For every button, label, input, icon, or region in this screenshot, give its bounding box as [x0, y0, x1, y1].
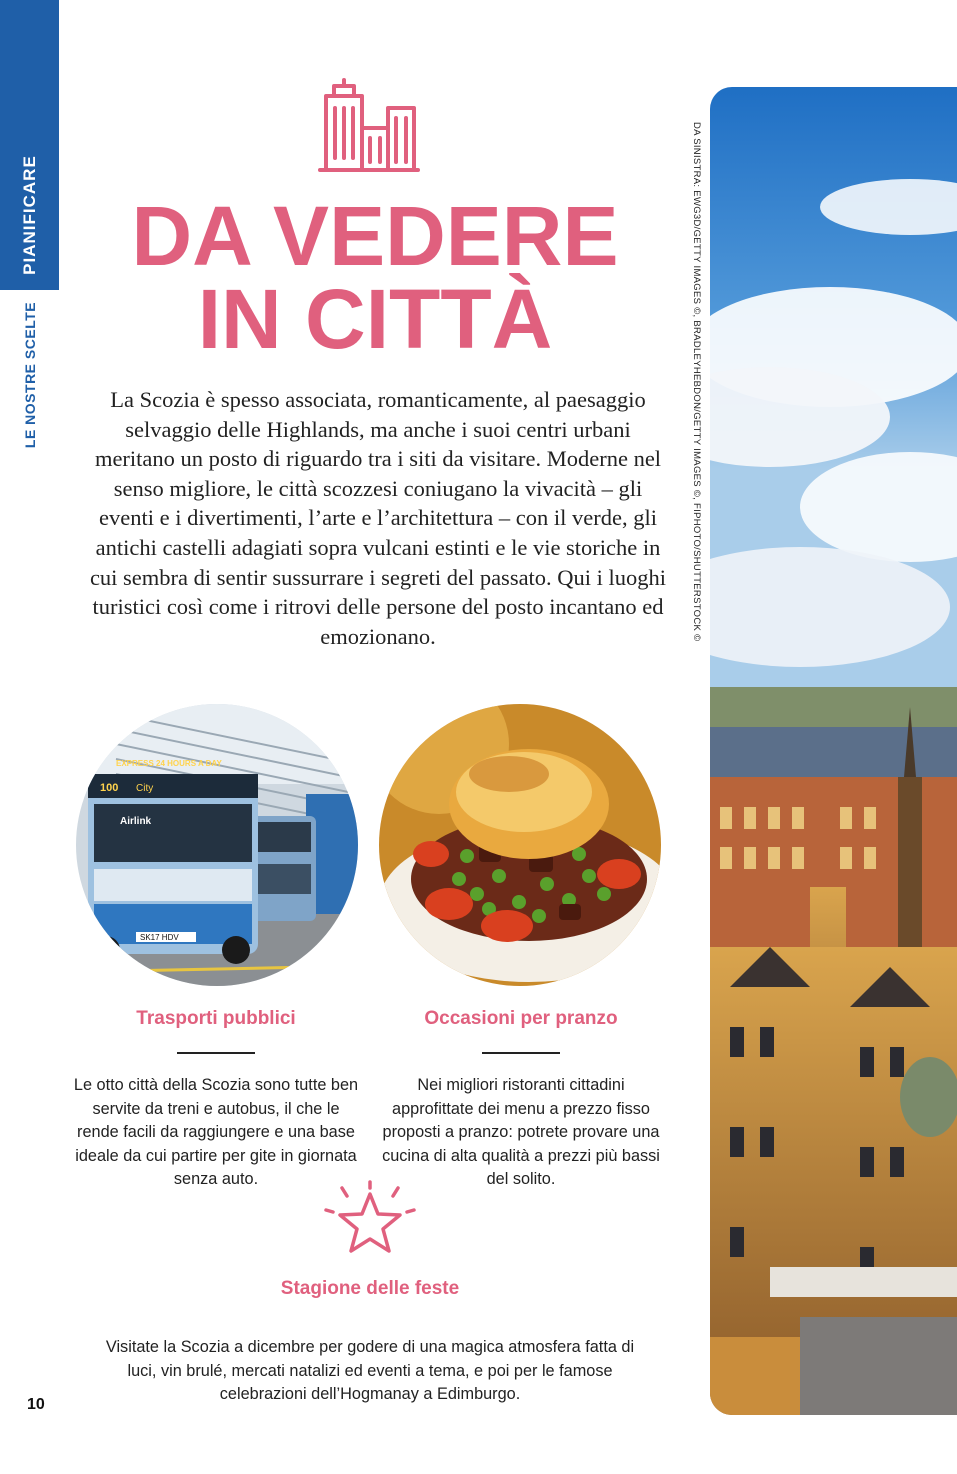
feature-transport-title: Trasporti pubblici: [136, 1008, 296, 1029]
feature-transport-text: Le otto città della Scozia sono tutte ben servite da treni e autobus, il che le rende facili da raggiungere e una base ideale da cui partire per gite in giornata senza auto.: [73, 1076, 359, 1188]
bus-destination-text: 100: [100, 782, 119, 794]
sparkling-star-icon: [322, 1180, 418, 1264]
photo-credit-text: DA SINISTRA: EWG3D/GETTY IMAGES ©, BRADLEYHEBDON/GETTY IMAGES ©, FIPHOTO/SHUTTERSTOCK ©: [691, 122, 702, 642]
page-title: [90, 189, 660, 366]
feature-season: [105, 1278, 635, 1407]
bus-plate-text: SK17 HDV: [140, 933, 179, 942]
subsection-label-text: LE NOSTRE SCELTE: [22, 301, 39, 449]
feature-season-text: Visitate la Scozia a dicembre per godere di una magica atmosfera fatta di luci, vin brulé, mercati natalizi ed eventi a tema, e poi per le famose celebrazioni dell’Hogmanay a Edimburgo.: [105, 1338, 635, 1403]
page-number: 10: [27, 1396, 45, 1413]
subsection-label: [5, 290, 55, 460]
city-photo: [710, 87, 957, 1415]
photo-credit: [686, 122, 706, 662]
divider: [482, 1052, 560, 1054]
title-line-2: IN CITTÀ: [197, 272, 553, 366]
divider: [177, 1052, 255, 1054]
section-label: [5, 140, 55, 290]
bus-illustration: [76, 704, 358, 986]
feature-lunch-text: Nei migliori ristoranti cittadini approfittate dei menu a prezzo fisso proposti a pranzo: potrete provare una cucina di alta qualità a prezzi più bassi del solito.: [382, 1076, 660, 1188]
bus-brand-text: Airlink: [120, 816, 152, 827]
city-buildings-icon: [318, 78, 420, 174]
feature-season-title: Stagione delle feste: [280, 1278, 460, 1299]
intro-paragraph: La Scozia è spesso associata, romanticamente, al paesaggio selvaggio delle Highlands, ma anche i suoi centri urbani meritano un posto di riguardo tra i siti da visitare. Moderne nel senso migliore, le città scozzesi coniugano la vivacità – gli eventi e i divertimenti, l’arte e l’architettura – con il verde, gli antichi castelli adagiati sopra vulcani estinti e le vie storiche in cui sembra di sentir sussurrare i segreti del passato. Qui i luoghi turistici così come i ritrovi delle persone del posto incantano ed emozionano.: [89, 387, 667, 649]
bus-dest2-text: City: [136, 783, 154, 794]
food-illustration: [379, 704, 661, 986]
feature-transport: [72, 1008, 360, 1192]
city-illustration: [710, 87, 957, 1415]
feature-lunch: [377, 1008, 665, 1192]
food-photo: [379, 704, 661, 986]
section-label-text: PIANIFICARE: [20, 155, 39, 275]
bus-express-text: EXPRESS 24 HOURS A DAY: [116, 759, 222, 768]
bus-photo: [76, 704, 358, 986]
title-line-1: DA VEDERE: [131, 189, 619, 283]
feature-lunch-title: Occasioni per pranzo: [424, 1008, 618, 1029]
